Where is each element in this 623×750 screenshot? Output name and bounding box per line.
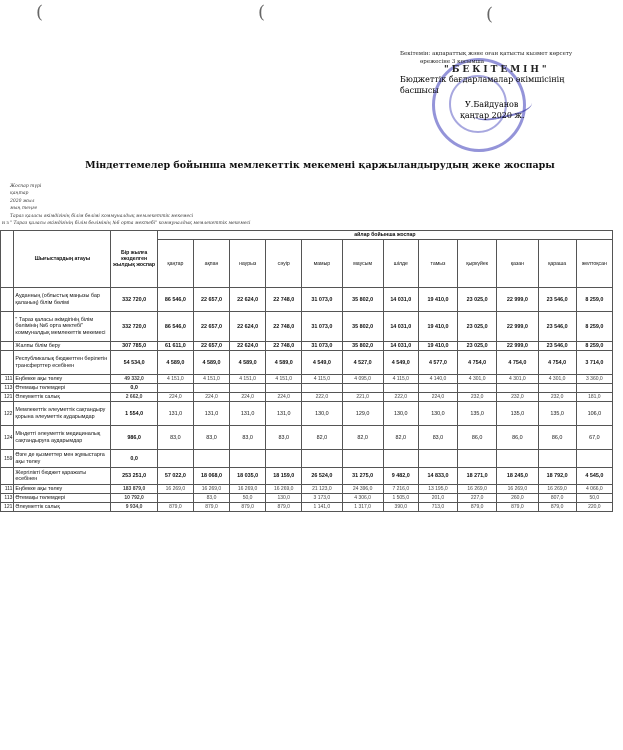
month-value: 14 031,0 (383, 288, 418, 312)
meta-line: Тараз қаласы әкімдігінің білім бөлімі коммуналдық мемлекеттік мекемесі (10, 213, 194, 219)
month-value: 224,0 (193, 393, 229, 402)
month-value: 86,0 (538, 426, 576, 450)
month-value: 227,0 (458, 494, 497, 503)
month-value: 16 269,0 (497, 485, 538, 494)
month-value: 86,0 (497, 426, 538, 450)
month-value: 86 546,0 (157, 312, 193, 342)
month-value (576, 384, 612, 393)
month-value: 131,0 (266, 402, 302, 426)
row-total: 986,0 (111, 426, 157, 450)
month-value: 131,0 (193, 402, 229, 426)
month-value: 879,0 (266, 503, 302, 512)
table-row (1, 503, 613, 512)
month-value: 130,0 (302, 402, 342, 426)
month-value: 22 624,0 (230, 312, 266, 342)
month-value: 26 524,0 (302, 468, 342, 485)
row-name: Міндетті әлеуметтік медициналық сақтандыруға аударымдар (14, 426, 111, 450)
row-name: Еңбекке ақы төлеу (14, 485, 111, 494)
row-name: Еңбекке ақы төлеу (14, 375, 111, 384)
month-value: 4 589,0 (157, 351, 193, 375)
month-value: 23 025,0 (458, 312, 497, 342)
month-value: 4 589,0 (230, 351, 266, 375)
row-total: 54 534,0 (111, 351, 157, 375)
month-value: 83,0 (157, 426, 193, 450)
month-value: 31 073,0 (302, 342, 342, 351)
month-value: 4 301,0 (538, 375, 576, 384)
table-row (1, 375, 613, 384)
month-value (157, 494, 193, 503)
row-total: 332 720,0 (111, 288, 157, 312)
row-total: 183 879,0 (111, 485, 157, 494)
month-value: 135,0 (458, 402, 497, 426)
month-value: 220,0 (576, 503, 612, 512)
meta-line: Жоспар түрі (10, 184, 42, 189)
month-value (157, 384, 193, 393)
month-value: 13 195,0 (418, 485, 457, 494)
month-value: 7 216,0 (383, 485, 418, 494)
month-value: 129,0 (342, 402, 383, 426)
month-value: 23 546,0 (538, 288, 576, 312)
month-value: 232,0 (458, 393, 497, 402)
code-header (1, 231, 14, 288)
row-code: 113 (1, 384, 14, 393)
month-value: 224,0 (418, 393, 457, 402)
month-value (302, 450, 342, 468)
table-row (1, 351, 613, 375)
month-value: 232,0 (497, 393, 538, 402)
row-code: 159 (1, 450, 14, 468)
month-header: шілде (383, 240, 418, 288)
month-value: 86,0 (458, 426, 497, 450)
month-value: 22 657,0 (193, 342, 229, 351)
month-value (538, 450, 576, 468)
month-value: 224,0 (157, 393, 193, 402)
month-value: 4 115,0 (383, 375, 418, 384)
month-value: 16 269,0 (266, 485, 302, 494)
month-value: 22 624,0 (230, 342, 266, 351)
month-value: 22 624,0 (230, 288, 266, 312)
row-code: 124 (1, 426, 14, 450)
row-code (1, 351, 14, 375)
month-value: 221,0 (342, 393, 383, 402)
row-name: Жалпы білім беру (14, 342, 111, 351)
month-value (266, 384, 302, 393)
month-value: 224,0 (266, 393, 302, 402)
month-value: 4 301,0 (458, 375, 497, 384)
meta-line: мың теңге (10, 206, 38, 212)
row-total: 332 720,0 (111, 312, 157, 342)
month-header: қыркүйек (458, 240, 497, 288)
row-code: 121 (1, 393, 14, 402)
month-value: 50,0 (230, 494, 266, 503)
table-row (1, 312, 613, 342)
month-value: 224,0 (230, 393, 266, 402)
month-value: 4 095,0 (342, 375, 383, 384)
month-value: 19 410,0 (418, 342, 457, 351)
month-value: 23 025,0 (458, 288, 497, 312)
month-header: қаңтар (157, 240, 193, 288)
approval-signer: У.Байдуанов (465, 100, 519, 109)
month-value: 135,0 (497, 402, 538, 426)
month-value: 879,0 (458, 503, 497, 512)
month-value: 14 833,0 (418, 468, 457, 485)
table-row (1, 426, 613, 450)
month-value: 19 410,0 (418, 312, 457, 342)
table-row (1, 450, 613, 468)
month-header: ақпан (193, 240, 229, 288)
approval-date: қаңтар 2020 ж. (460, 111, 525, 120)
month-value: 131,0 (230, 402, 266, 426)
month-value: 4 301,0 (497, 375, 538, 384)
row-code: 111 (1, 375, 14, 384)
financing-plan-table (0, 230, 613, 512)
meta-line: қаңтар (10, 191, 29, 197)
month-value: 4 589,0 (266, 351, 302, 375)
month-value: 4 754,0 (538, 351, 576, 375)
month-value: 19 410,0 (418, 288, 457, 312)
table-row (1, 288, 613, 312)
row-name: " Тараз қаласы әкімдігінің білім бөлімінің №6 орта мектебі" коммуналдық мемлекеттік мекемесі (14, 312, 111, 342)
row-code (1, 468, 14, 485)
document-meta (2, 183, 251, 227)
approval-line-2: өрежесіне 3 косымша (420, 59, 485, 65)
month-value: 106,0 (576, 402, 612, 426)
month-value: 201,0 (418, 494, 457, 503)
month-value: 22 999,0 (497, 288, 538, 312)
month-value: 1 141,0 (302, 503, 342, 512)
month-value: 22 748,0 (266, 312, 302, 342)
table-row (1, 384, 613, 393)
month-value: 16 269,0 (538, 485, 576, 494)
row-total: 253 251,0 (111, 468, 157, 485)
document-title: Міндеттемелер бойынша мемлекеттік мекемені қаржыландырудың жеке жоспары (85, 160, 555, 171)
month-value: 35 802,0 (342, 342, 383, 351)
approval-line-1: Бекітемін: ақпараттық және оған қатысты кызмет көрсету (400, 51, 573, 57)
table-row (1, 342, 613, 351)
month-value: 83,0 (230, 426, 266, 450)
month-value: 61 611,0 (157, 342, 193, 351)
month-value (342, 384, 383, 393)
approval-block (400, 50, 615, 121)
month-value: 14 031,0 (383, 342, 418, 351)
month-value: 83,0 (266, 426, 302, 450)
month-value (193, 384, 229, 393)
month-value: 22 657,0 (193, 312, 229, 342)
meta-line: " Тараз қаласы әкімдігінің білім бөлімінің №6 орта мектебі" коммуналдық мемлекеттік мекемесі (10, 221, 251, 227)
month-value: 3 360,0 (576, 375, 612, 384)
month-header: сәуір (266, 240, 302, 288)
month-value (538, 384, 576, 393)
month-value: 23 546,0 (538, 342, 576, 351)
month-value (342, 450, 383, 468)
month-value: 4 754,0 (497, 351, 538, 375)
month-value: 4 140,0 (418, 375, 457, 384)
scan-mark: ( (36, 2, 44, 23)
month-value: 232,0 (538, 393, 576, 402)
month-value: 8 259,0 (576, 312, 612, 342)
name-header: Шығыстардың атауы (14, 231, 111, 288)
month-value: 8 259,0 (576, 342, 612, 351)
row-name: Өзге де қызметтер мен жұмыстарға ақы төлеу (14, 450, 111, 468)
month-value: 8 259,0 (576, 288, 612, 312)
row-code (1, 312, 14, 342)
month-value: 57 022,0 (157, 468, 193, 485)
month-value: 4 577,0 (418, 351, 457, 375)
scan-mark: ( (486, 4, 494, 25)
month-value: 130,0 (418, 402, 457, 426)
month-value: 82,0 (302, 426, 342, 450)
row-code: 113 (1, 494, 14, 503)
month-value: 31 073,0 (302, 288, 342, 312)
month-value (383, 384, 418, 393)
month-value: 390,0 (383, 503, 418, 512)
month-value (230, 450, 266, 468)
row-total: 2 662,0 (111, 393, 157, 402)
month-value: 22 748,0 (266, 288, 302, 312)
month-value: 4 549,0 (383, 351, 418, 375)
table-row (1, 494, 613, 503)
month-value: 83,0 (193, 426, 229, 450)
month-value: 18 159,0 (266, 468, 302, 485)
month-value: 22 657,0 (193, 288, 229, 312)
table-row (1, 402, 613, 426)
row-name: Өтемақы төлемдері (14, 384, 111, 393)
month-value (458, 384, 497, 393)
month-value: 67,0 (576, 426, 612, 450)
month-value: 1 505,0 (383, 494, 418, 503)
month-header: желтоқсан (576, 240, 612, 288)
month-value: 23 025,0 (458, 342, 497, 351)
month-value: 82,0 (342, 426, 383, 450)
month-value: 16 269,0 (193, 485, 229, 494)
month-header: наурыз (230, 240, 266, 288)
month-value: 14 031,0 (383, 312, 418, 342)
month-value: 222,0 (383, 393, 418, 402)
row-name: Әлеуметтік салық (14, 393, 111, 402)
month-value: 130,0 (266, 494, 302, 503)
month-value: 50,0 (576, 494, 612, 503)
month-value: 131,0 (157, 402, 193, 426)
month-value: 24 396,0 (342, 485, 383, 494)
row-name: Әлеуметтік салық (14, 503, 111, 512)
table-row (1, 468, 613, 485)
table-row (1, 393, 613, 402)
month-value: 22 999,0 (497, 312, 538, 342)
month-value: 879,0 (497, 503, 538, 512)
month-value: 23 546,0 (538, 312, 576, 342)
month-value: 130,0 (383, 402, 418, 426)
month-value: 222,0 (302, 393, 342, 402)
month-value: 4 549,0 (302, 351, 342, 375)
approval-line-3: Бюджеттік бағдарламалар әкімшісінің (400, 75, 565, 84)
month-value: 9 482,0 (383, 468, 418, 485)
month-value: 4 066,0 (576, 485, 612, 494)
month-value (576, 450, 612, 468)
row-code (1, 288, 14, 312)
month-header: қараша (538, 240, 576, 288)
month-header: мамыр (302, 240, 342, 288)
month-value (458, 450, 497, 468)
month-value: 16 269,0 (458, 485, 497, 494)
row-total: 10 792,0 (111, 494, 157, 503)
scan-mark: ( (258, 2, 266, 23)
month-value: 31 073,0 (302, 312, 342, 342)
month-value: 35 802,0 (342, 288, 383, 312)
month-value: 3 173,0 (302, 494, 342, 503)
row-name: Республикалық бюджеттен берілетін трансферттер есебінен (14, 351, 111, 375)
month-value: 22 999,0 (497, 342, 538, 351)
row-code: 121 (1, 503, 14, 512)
row-total: 1 554,0 (111, 402, 157, 426)
row-code (1, 342, 14, 351)
month-value: 22 748,0 (266, 342, 302, 351)
row-name: Мемлекеттік әлеуметтік сақтандыру қорына әлеуметтік аударымдар (14, 402, 111, 426)
month-value: 3 714,0 (576, 351, 612, 375)
row-total: 0,0 (111, 450, 157, 468)
approval-heading: "БЕКІТЕМІН" (444, 65, 550, 75)
row-total: 0,0 (111, 384, 157, 393)
month-value: 18 271,0 (458, 468, 497, 485)
month-value: 181,0 (576, 393, 612, 402)
month-value: 4 754,0 (458, 351, 497, 375)
month-value: 879,0 (538, 503, 576, 512)
month-value (302, 384, 342, 393)
row-code: 122 (1, 402, 14, 426)
approval-line-4: басшысы (400, 86, 439, 95)
month-value: 21 123,0 (302, 485, 342, 494)
month-value: 807,0 (538, 494, 576, 503)
month-value: 4 306,0 (342, 494, 383, 503)
month-value (383, 450, 418, 468)
month-header: қазан (497, 240, 538, 288)
month-value: 18 245,0 (497, 468, 538, 485)
month-value: 713,0 (418, 503, 457, 512)
total-header: Бір жылға көзделген жылдық жоспар (111, 231, 157, 288)
month-value (193, 450, 229, 468)
month-value (497, 450, 538, 468)
month-value: 260,0 (497, 494, 538, 503)
row-name: Өтемақы төлемдері (14, 494, 111, 503)
month-value: 879,0 (193, 503, 229, 512)
month-value (266, 450, 302, 468)
month-header: маусым (342, 240, 383, 288)
month-value: 86 546,0 (157, 288, 193, 312)
month-value: 4 589,0 (193, 351, 229, 375)
month-value (157, 450, 193, 468)
row-name: Ауданның (облыстық маңызы бар қаланың) білім бөлімі (14, 288, 111, 312)
row-total: 9 934,0 (111, 503, 157, 512)
month-value: 879,0 (230, 503, 266, 512)
month-value: 16 269,0 (157, 485, 193, 494)
meta-left-label: н з (2, 221, 9, 226)
month-value: 135,0 (538, 402, 576, 426)
row-total: 307 785,0 (111, 342, 157, 351)
month-value: 4 151,0 (157, 375, 193, 384)
month-value: 4 527,0 (342, 351, 383, 375)
meta-line: 2020 жыл (10, 198, 35, 204)
month-value: 1 317,0 (342, 503, 383, 512)
row-code: 111 (1, 485, 14, 494)
month-value (418, 450, 457, 468)
month-header: тамыз (418, 240, 457, 288)
month-value: 18 035,0 (230, 468, 266, 485)
months-group-header: айлар бойынша жоспар (157, 231, 612, 240)
month-value: 4 115,0 (302, 375, 342, 384)
table-row (1, 485, 613, 494)
month-value (497, 384, 538, 393)
month-value: 4 151,0 (266, 375, 302, 384)
month-value: 4 151,0 (230, 375, 266, 384)
month-value: 83,0 (193, 494, 229, 503)
month-value: 879,0 (157, 503, 193, 512)
month-value: 18 068,0 (193, 468, 229, 485)
row-total: 49 332,0 (111, 375, 157, 384)
month-value: 31 275,0 (342, 468, 383, 485)
month-value (418, 384, 457, 393)
month-value (230, 384, 266, 393)
month-value: 4 151,0 (193, 375, 229, 384)
month-value: 35 802,0 (342, 312, 383, 342)
month-value: 16 269,0 (230, 485, 266, 494)
row-name: Жергілікті бюджет қаражаты есебінен (14, 468, 111, 485)
month-value: 83,0 (418, 426, 457, 450)
month-value: 18 792,0 (538, 468, 576, 485)
month-value: 4 545,0 (576, 468, 612, 485)
month-value: 82,0 (383, 426, 418, 450)
